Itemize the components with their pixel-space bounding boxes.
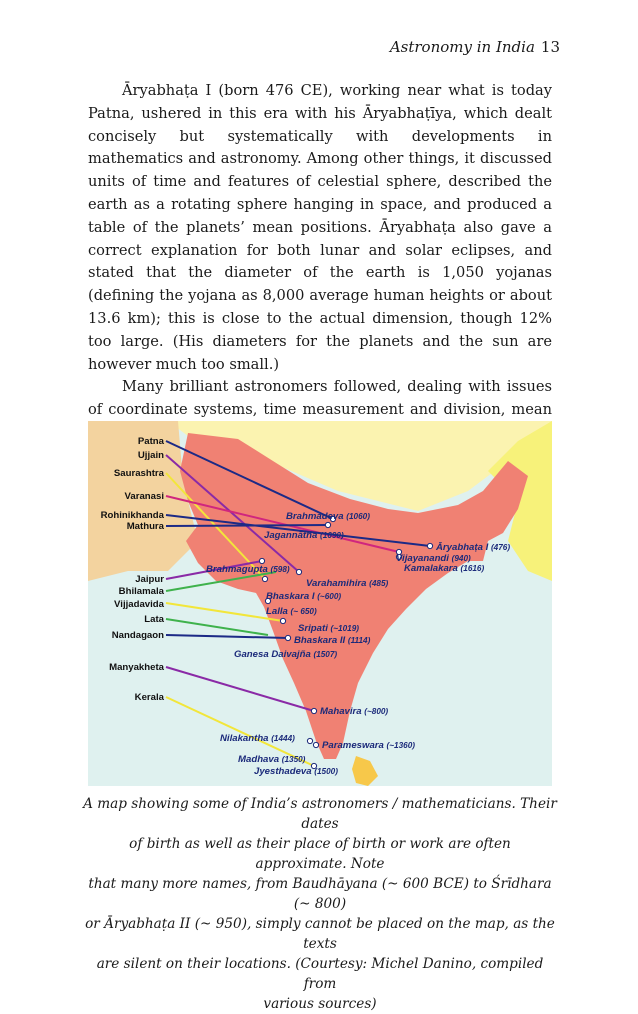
running-title: Astronomy in India [389,38,535,56]
astronomer-label-ganesa-daivajna: Ganesa Daivajña (1507) [234,649,338,660]
figure-caption [82,794,558,1014]
caption-line: that many more names, from Baudhāyana (~ 600 BCE) to Śrīdhara (~ 800) [88,876,552,912]
astronomer-label-jagannatha: Jagannātha (1690) [264,530,344,541]
location-marker [313,742,318,747]
place-label-ujjain: Ujjain [137,450,164,461]
astronomers-map-figure [88,421,552,786]
astronomer-label-kamalakara: Kamalakara (1616) [404,563,485,574]
caption-line: of birth as well as their place of birth or work are often approximate. Note [129,836,511,872]
place-label-varanasi: Varanasi [124,491,164,502]
astronomer-label-mahavira: Mahavira (~800) [320,706,389,717]
place-label-saurashtra: Saurashtra [113,468,164,479]
running-head [390,38,560,56]
paragraph: Āryabhaṭa I (born 476 CE), working near what is today Patna, ushered in this era with his Āryabhaṭīya, which dealt concisely but systematically with developments in mathematics and astronomy. Among other things, it discussed units of time and features of celestial sphere, described the earth as a rotating sphere hanging in space, and produced a table of the planets’ mean positions. Āryabhaṭa also gave a correct explanation for both lunar and solar eclipses, and stated that the diameter of the earth is 1,050 yojanas (defining the yojana as 8,000 average human heights or about 13.6 km); this is close to the actual dimension, though 12% too large. (His diameters for the planets and the sun are however much too small.) [88,82,552,373]
astronomer-label-nilakantha: Nilakantha (1444) [220,733,295,744]
location-marker [259,558,264,563]
location-marker [307,738,312,743]
astronomer-label-madhava: Madhava (1350) [238,754,306,765]
astronomer-label-lalla: Lalla (~ 650) [266,606,317,617]
place-label-manyakheta: Manyakheta [109,662,164,673]
astronomer-label-vijayanandi: Vijayanandi (940) [396,553,471,564]
location-marker [296,569,301,574]
astronomer-label-sripati: Sripati (~1019) [298,623,359,634]
location-marker [280,618,285,623]
place-label-patna: Patna [137,436,164,447]
place-label-vijjadavida: Vijjadavida [114,599,164,610]
place-label-nandagaon: Nandagaon [111,630,164,641]
caption-line: various sources) [263,996,377,1012]
place-label-lata: Lata [144,614,164,625]
caption-line: A map showing some of India’s astronomers / mathematicians. Their dates [83,796,557,832]
astronomer-label-varahamihira: Varahamihira (485) [306,578,389,589]
caption-line: or Āryabhaṭa II (~ 950), simply cannot be placed on the map, as the texts [85,916,555,952]
page-number: 13 [540,38,560,56]
location-marker [285,635,290,640]
paragraph: Many brilliant astronomers followed, dealing with issues of coordinate systems, time measurement and division, mean [88,378,552,419]
place-label-mathura: Mathura [126,521,164,532]
location-marker [262,576,267,581]
body-text [88,80,552,445]
place-label-bhilamala: Bhilamala [118,586,164,597]
astronomer-label-brahmadeva: Brahmadeva (1060) [286,511,370,522]
connector-line [166,525,328,526]
astronomer-label-aryabhata: Āryabhaṭa I (476) [436,542,511,553]
place-label-jaipur: Jaipur [135,574,164,585]
astronomer-label-bhaskara-ii: Bhaskara II (1114) [294,635,371,646]
astronomer-label-brahmagupta: Brahmagupta (598) [206,564,290,575]
place-label-kerala: Kerala [134,692,164,703]
place-label-rohinikhanda: Rohinikhanda [100,510,164,521]
location-marker [427,543,432,548]
caption-line: are silent on their locations. (Courtesy: Michel Danino, compiled from [96,956,544,992]
astronomer-label-jyesthadeva: Jyesthadeva (1500) [254,766,338,777]
astronomer-label-parameswara: Parameswara (~1360) [322,740,415,751]
india-map [88,421,552,786]
location-marker [325,522,330,527]
astronomer-label-bhaskara-i: Bhaskara I (~600) [266,591,342,602]
location-marker [311,708,316,713]
